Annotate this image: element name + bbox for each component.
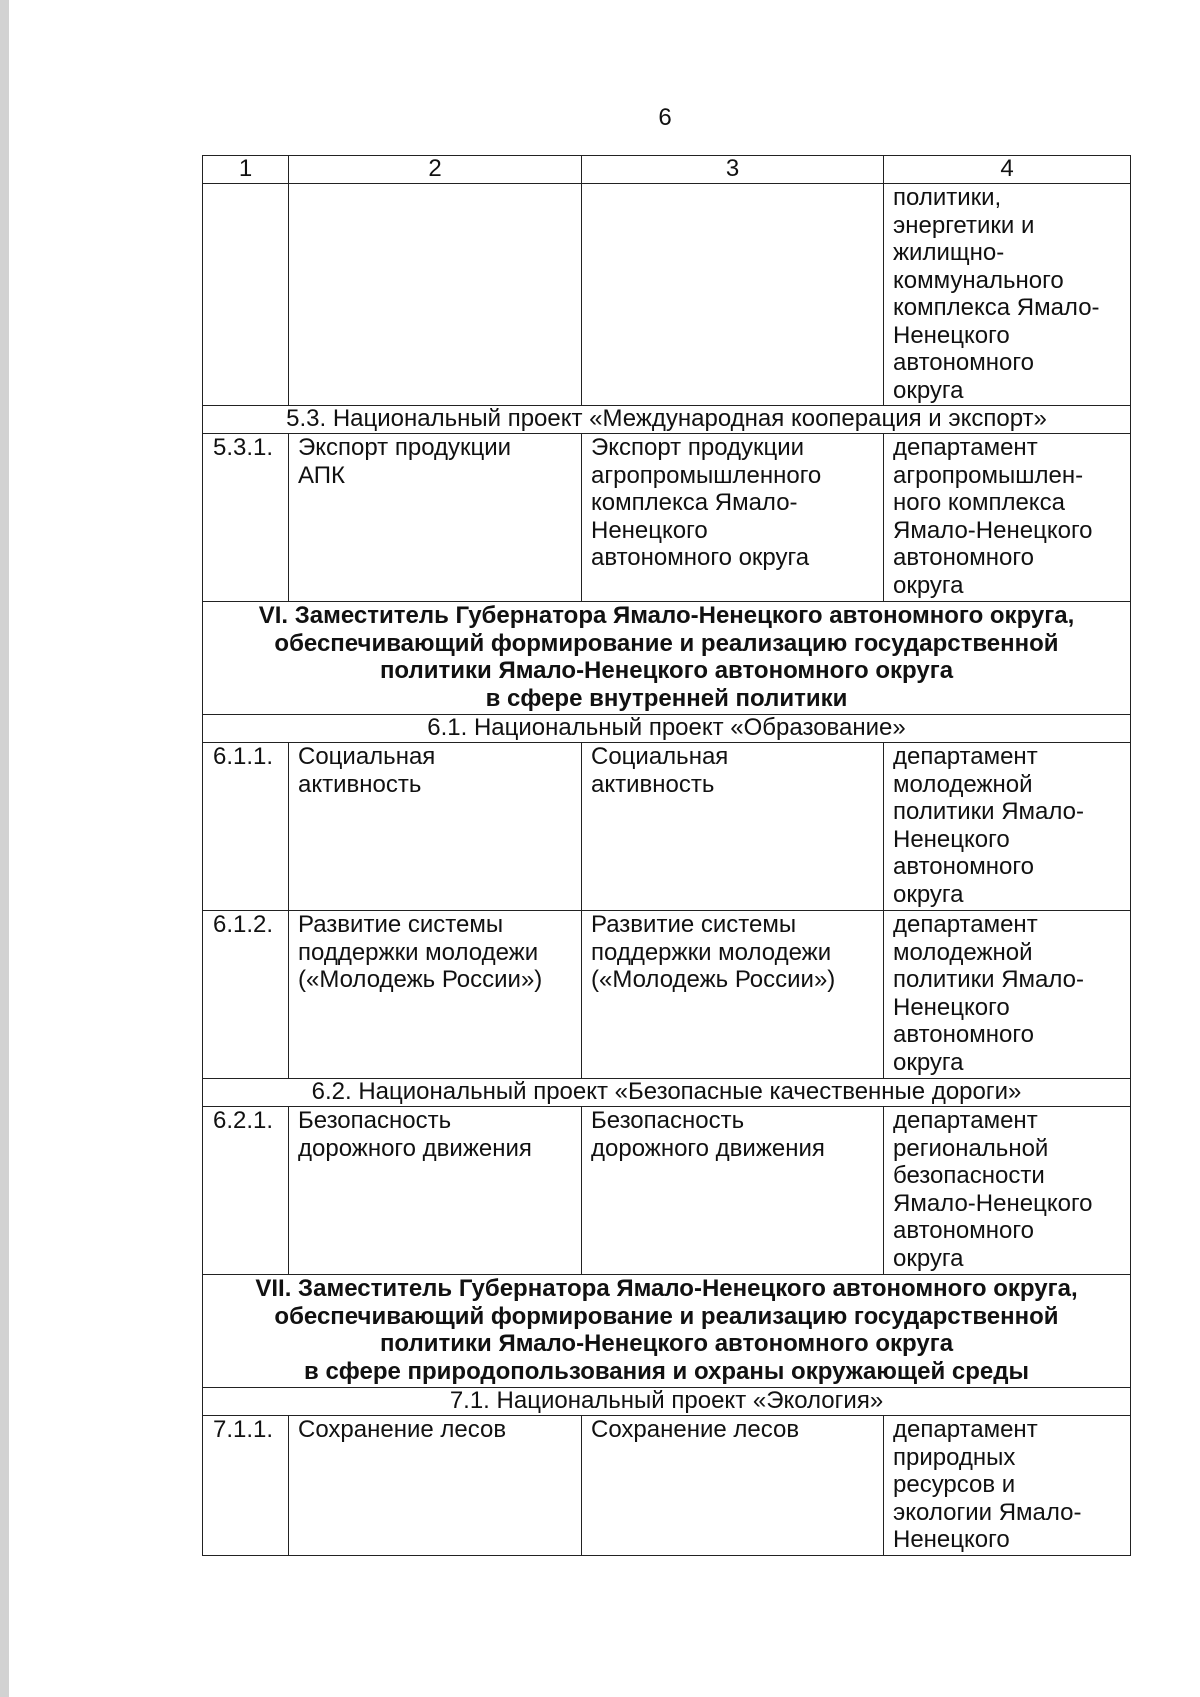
cell-regional-project: Социальная активность <box>582 743 884 911</box>
cell-project: Экспорт продукции АПК <box>289 434 582 602</box>
subsection-title-5-3: 5.3. Национальный проект «Международная кооперация и экспорт» <box>203 406 1131 434</box>
cell-responsible: политики, энергетики и жилищно- коммунального комплекса Ямало- Ненецкого автономного округа <box>884 184 1131 406</box>
cell-project: Социальная активность <box>289 743 582 911</box>
subsection-row-6-2 <box>203 1079 1131 1107</box>
cell-responsible: департамент агропромышлен- ного комплекса Ямало-Ненецкого автономного округа <box>884 434 1131 602</box>
subsection-title-6-2: 6.2. Национальный проект «Безопасные качественные дороги» <box>203 1079 1131 1107</box>
cell-responsible: департамент молодежной политики Ямало- Ненецкого автономного округа <box>884 743 1131 911</box>
cell-num: 6.1.1. <box>203 743 289 911</box>
cell-project: Безопасность дорожного движения <box>289 1107 582 1275</box>
scan-edge <box>0 0 9 1697</box>
section-title-vii: VII. Заместитель Губернатора Ямало-Ненецкого автономного округа, обеспечивающий формирование и реализацию государственной политики Ямало-Ненецкого автономного округа в сфере природопользования и охраны окружающей среды <box>203 1275 1131 1388</box>
table-header-row <box>203 156 1131 184</box>
cell-regional-project: Экспорт продукции агропромышленного комплекса Ямало- Ненецкого автономного округа <box>582 434 884 602</box>
table-row-continuation <box>203 184 1131 406</box>
document-table <box>202 155 1131 1556</box>
column-header-1: 1 <box>203 156 289 184</box>
section-row-vii <box>203 1275 1131 1388</box>
column-header-2: 2 <box>289 156 582 184</box>
subsection-title-7-1: 7.1. Национальный проект «Экология» <box>203 1388 1131 1416</box>
cell-project <box>289 184 582 406</box>
column-header-4: 4 <box>884 156 1131 184</box>
cell-num: 5.3.1. <box>203 434 289 602</box>
table-row-6-2-1 <box>203 1107 1131 1275</box>
section-row-vi <box>203 602 1131 715</box>
cell-num <box>203 184 289 406</box>
table-row-6-1-2 <box>203 911 1131 1079</box>
cell-num: 7.1.1. <box>203 1416 289 1556</box>
cell-num: 6.2.1. <box>203 1107 289 1275</box>
subsection-row-5-3 <box>203 406 1131 434</box>
subsection-row-6-1 <box>203 715 1131 743</box>
table-row-7-1-1 <box>203 1416 1131 1556</box>
cell-num: 6.1.2. <box>203 911 289 1079</box>
section-title-vi: VI. Заместитель Губернатора Ямало-Ненецкого автономного округа, обеспечивающий формирование и реализацию государственной политики Ямало-Ненецкого автономного округа в сфере внутренней политики <box>203 602 1131 715</box>
cell-responsible: департамент региональной безопасности Ямало-Ненецкого автономного округа <box>884 1107 1131 1275</box>
subsection-title-6-1: 6.1. Национальный проект «Образование» <box>203 715 1131 743</box>
subsection-row-7-1 <box>203 1388 1131 1416</box>
cell-regional-project: Развитие системы поддержки молодежи («Молодежь России») <box>582 911 884 1079</box>
cell-regional-project <box>582 184 884 406</box>
cell-regional-project: Безопасность дорожного движения <box>582 1107 884 1275</box>
column-header-3: 3 <box>582 156 884 184</box>
cell-project: Развитие системы поддержки молодежи («Молодежь России») <box>289 911 582 1079</box>
cell-responsible: департамент природных ресурсов и экологии Ямало- Ненецкого <box>884 1416 1131 1556</box>
cell-responsible: департамент молодежной политики Ямало- Ненецкого автономного округа <box>884 911 1131 1079</box>
cell-regional-project: Сохранение лесов <box>582 1416 884 1556</box>
table-row-5-3-1 <box>203 434 1131 602</box>
cell-project: Сохранение лесов <box>289 1416 582 1556</box>
table-row-6-1-1 <box>203 743 1131 911</box>
page-number: 6 <box>658 104 672 131</box>
